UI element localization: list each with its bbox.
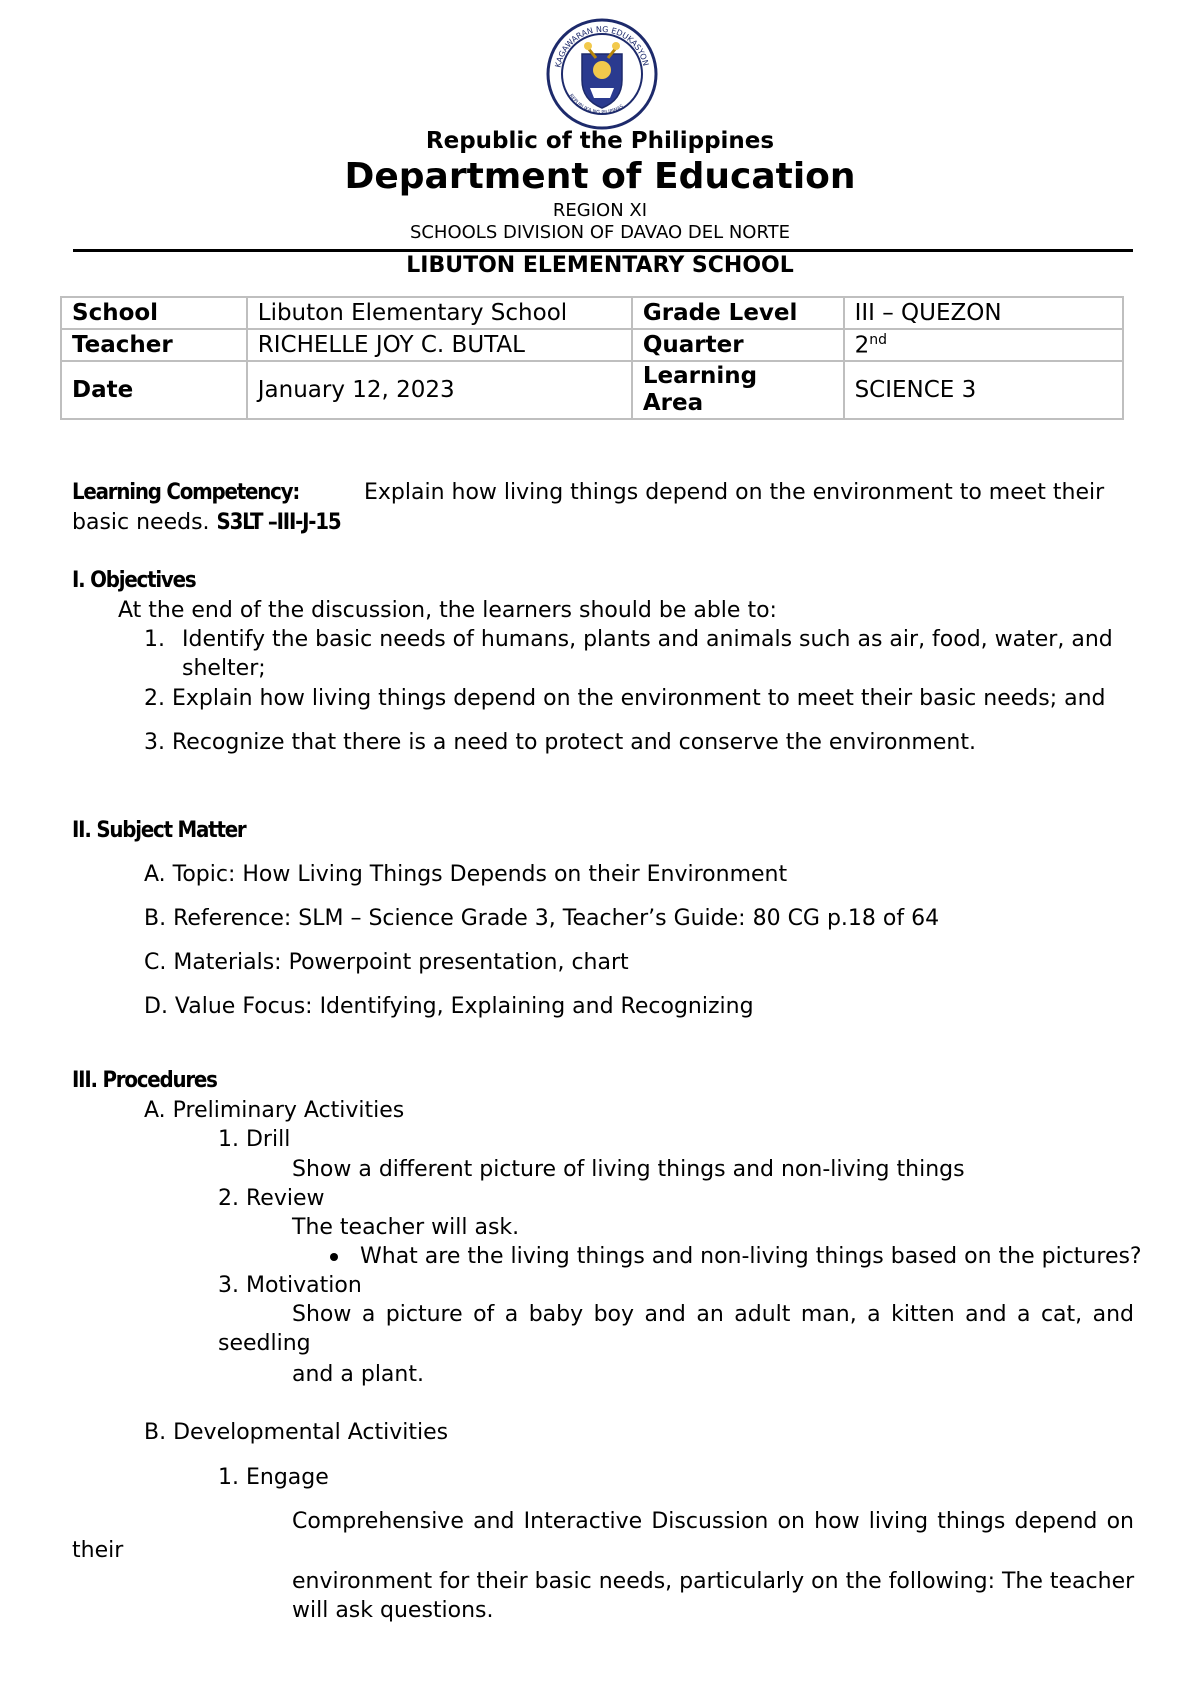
engage-heading: 1. Engage bbox=[218, 1465, 329, 1490]
bullet-icon bbox=[330, 1253, 338, 1261]
school-value: Libuton Elementary School bbox=[247, 297, 632, 329]
department-heading: Department of Education bbox=[344, 156, 856, 197]
engage-line1: Comprehensive and Interactive Discussion on how living things depend on bbox=[292, 1509, 1134, 1534]
quarter-suffix: nd bbox=[869, 331, 887, 348]
competency-label: Learning Competency: bbox=[72, 480, 300, 505]
drill-text: Show a different picture of living things and non-living things bbox=[292, 1157, 965, 1182]
motivation-line1: Show a picture of a baby boy and an adult man, a kitten and a cat, and bbox=[292, 1302, 1134, 1327]
subject-value-focus: D. Value Focus: Identifying, Explaining and Recognizing bbox=[144, 994, 754, 1019]
table-row bbox=[61, 297, 1123, 329]
deped-seal-logo bbox=[546, 18, 658, 130]
engage-line4: will ask questions. bbox=[292, 1598, 494, 1623]
objective-3: 3. Recognize that there is a need to protect and conserve the environment. bbox=[144, 730, 976, 755]
quarter-number: 2 bbox=[854, 332, 870, 359]
seal-text-bottom: REPUBLIKA NG PILIPINAS bbox=[567, 93, 625, 116]
teacher-label: Teacher bbox=[61, 329, 247, 361]
review-text: The teacher will ask. bbox=[292, 1215, 520, 1240]
objective-2: 2. Explain how living things depend on the environment to meet their basic needs; and bbox=[144, 686, 1106, 711]
learning-area-label-line2: Area bbox=[642, 390, 704, 416]
learning-area-value: SCIENCE 3 bbox=[844, 361, 1123, 419]
quarter-label: Quarter bbox=[632, 329, 844, 361]
learning-area-label bbox=[632, 361, 844, 419]
motivation-line3: and a plant. bbox=[292, 1362, 424, 1387]
objective-1-number: 1. bbox=[144, 627, 165, 652]
subject-reference: B. Reference: SLM – Science Grade 3, Teacher’s Guide: 80 CG p.18 of 64 bbox=[144, 906, 940, 931]
date-label: Date bbox=[61, 361, 247, 419]
competency-code: S3LT –III-J-15 bbox=[216, 510, 341, 535]
teacher-value: RICHELLE JOY C. BUTAL bbox=[247, 329, 632, 361]
table-row bbox=[61, 329, 1123, 361]
motivation-line2: seedling bbox=[218, 1331, 311, 1356]
division-heading: SCHOOLS DIVISION OF DAVAO DEL NORTE bbox=[409, 222, 791, 243]
learning-area-label-line1: Learning bbox=[642, 363, 758, 389]
region-heading: REGION XI bbox=[552, 200, 648, 221]
review-bullet-item bbox=[330, 1244, 1142, 1269]
objectives-intro: At the end of the discussion, the learners should be able to: bbox=[118, 598, 777, 623]
subject-materials: C. Materials: Powerpoint presentation, chart bbox=[144, 950, 629, 975]
competency-text-line2 bbox=[72, 510, 340, 535]
preliminary-activities: A. Preliminary Activities bbox=[144, 1098, 405, 1123]
school-label: School bbox=[61, 297, 247, 329]
school-heading: LIBUTON ELEMENTARY SCHOOL bbox=[406, 253, 794, 278]
seal-text-top: KAGAWARAN NG EDUKASYON bbox=[553, 24, 651, 69]
review-bullet-text: What are the living things and non-living things based on the pictures? bbox=[360, 1244, 1142, 1269]
procedures-heading: III. Procedures bbox=[72, 1068, 217, 1093]
competency-text-line1: Explain how living things depend on the environment to meet their bbox=[364, 480, 1105, 505]
quarter-value bbox=[844, 329, 1123, 361]
objectives-heading: I. Objectives bbox=[72, 568, 196, 593]
grade-level-value: III – QUEZON bbox=[844, 297, 1123, 329]
objective-1-line2: shelter; bbox=[182, 656, 266, 681]
competency-text-end: basic needs. bbox=[72, 510, 210, 535]
date-value: January 12, 2023 bbox=[247, 361, 632, 419]
subject-topic: A. Topic: How Living Things Depends on their Environment bbox=[144, 862, 788, 887]
table-row bbox=[61, 361, 1123, 419]
developmental-activities: B. Developmental Activities bbox=[144, 1420, 449, 1445]
grade-level-label: Grade Level bbox=[632, 297, 844, 329]
republic-heading: Republic of the Philippines bbox=[425, 128, 775, 154]
lesson-info-table bbox=[60, 296, 1124, 420]
review-heading: 2. Review bbox=[218, 1186, 325, 1211]
motivation-heading: 3. Motivation bbox=[218, 1273, 362, 1298]
header-divider bbox=[73, 249, 1133, 252]
subject-matter-heading: II. Subject Matter bbox=[72, 818, 246, 843]
engage-line3: environment for their basic needs, particularly on the following: The teacher bbox=[292, 1569, 1135, 1594]
objective-1-line1: Identify the basic needs of humans, plants and animals such as air, food, water, and bbox=[182, 627, 1113, 652]
engage-line2: their bbox=[72, 1538, 124, 1563]
drill-heading: 1. Drill bbox=[218, 1127, 291, 1152]
